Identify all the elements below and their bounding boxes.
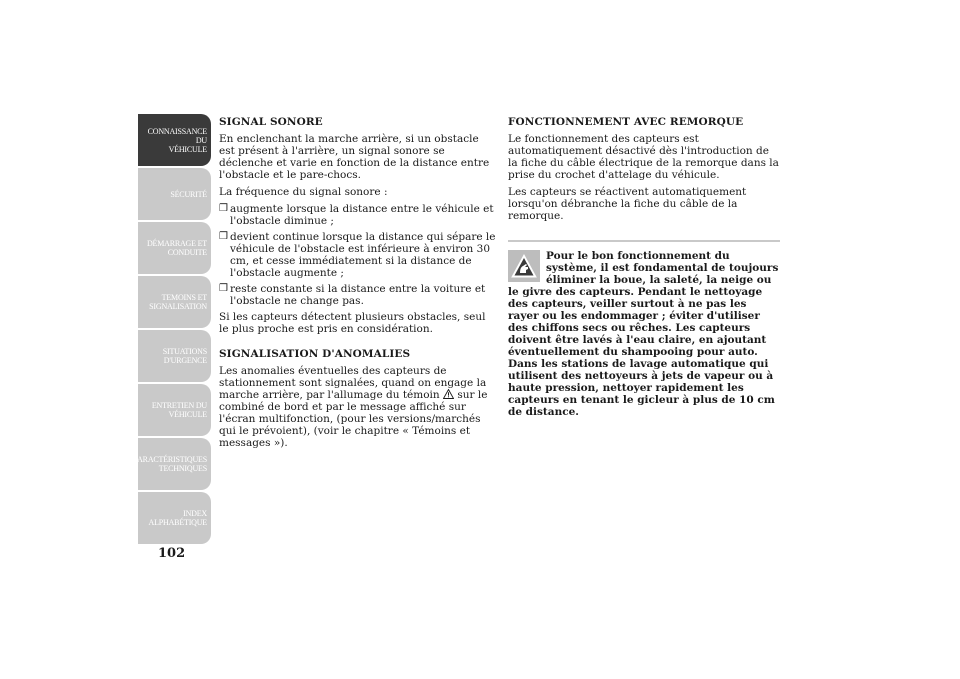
left-column bbox=[219, 116, 497, 454]
heading-signal-sonore: SIGNAL SONORE bbox=[219, 116, 323, 128]
list-item: ❒ augmente lorsque la distance entre le véhicule et l'obstacle diminue ; bbox=[219, 203, 494, 227]
tab-index-alphabetique[interactable]: INDEX ALPHABÉTIQUE bbox=[138, 492, 211, 544]
paragraph: La fréquence du signal sonore : bbox=[219, 186, 388, 198]
warning-text: Pour le bon fonctionnement du système, il est fondamental de toujours éliminer la boue, la saleté, la neige ou le givre des capteurs. Pendant le nettoyage des capteurs, veiller surtout à ne pas les rayer ou les endommager ; éviter d'utiliser des chiffons secs ou rêches. Les capteurs doivent être lavés à l'eau claire, en ajoutant éventuellement du shampooing pour auto. Dans les stations de lavage automatique qui utilisent des nettoyeurs à jets de vapeur ou à haute pression, nettoyer rapidement les capteurs en tenant le gicleur à plus de 10 cm de distance. bbox=[508, 250, 779, 418]
tab-securite[interactable]: SÉCURITÉ bbox=[138, 168, 211, 220]
tab-situations-d-urgence[interactable]: SITUATIONS D'URGENCE bbox=[138, 330, 211, 382]
tab-temoins-et-signalisation[interactable]: TEMOINS ET SIGNALISATION bbox=[138, 276, 211, 328]
paragraph: Les anomalies éventuelles des capteurs de stationnement sont signalées, quand on engage la marche arrière, par l'allumage du témoin sur le combiné de bord et par le message affiché sur l'écran multifonction, (pour les versions/marchés qui le prévoient), (voir le chapitre « Témoins et messages »). bbox=[219, 365, 488, 449]
paragraph: Les capteurs se réactivent automatiquement lorsqu'on débranche la fiche du câble de la remorque. bbox=[508, 186, 747, 222]
right-column bbox=[508, 116, 780, 418]
checkbox-bullet-icon: ❒ bbox=[219, 231, 228, 242]
paragraph: Si les capteurs détectent plusieurs obstacles, seul le plus proche est pris en considération. bbox=[219, 311, 486, 335]
heading-signalisation-anomalies: SIGNALISATION D'ANOMALIES bbox=[219, 348, 411, 360]
list-item: ❒ reste constante si la distance entre la voiture et l'obstacle ne change pas. bbox=[219, 283, 486, 307]
tab-connaissance-du-vehicule[interactable]: CONNAISSANCE DU VÉHICULE bbox=[138, 114, 211, 166]
paragraph: En enclenchant la marche arrière, si un obstacle est présent à l'arrière, un signal sonore se déclenche et varie en fonction de la distance entre l'obstacle et le pare-chocs. bbox=[219, 133, 490, 181]
warning-box bbox=[508, 240, 780, 418]
tab-entretien-du-vehicule[interactable]: ENTRETIEN DU VÉHICULE bbox=[138, 384, 211, 436]
list-item: ❒ devient continue lorsque la distance qui sépare le véhicule de l'obstacle est inférieure à environ 30 cm, et cesse immédiatement si la distance de l'obstacle augmente ; bbox=[219, 231, 496, 279]
heading-fonctionnement-remorque: FONCTIONNEMENT AVEC REMORQUE bbox=[508, 116, 744, 128]
tab-caracteristiques-techniques[interactable]: CARACTÉRISTIQUES TECHNIQUES bbox=[138, 438, 211, 490]
checkbox-bullet-icon: ❒ bbox=[219, 203, 228, 214]
tab-demarrage-et-conduite[interactable]: DÉMARRAGE ET CONDUITE bbox=[138, 222, 211, 274]
warning-triangle-icon bbox=[443, 389, 454, 399]
page-number: 102 bbox=[158, 546, 186, 561]
checkbox-bullet-icon: ❒ bbox=[219, 283, 228, 294]
warning-hand-icon bbox=[508, 250, 540, 282]
chapter-tabs bbox=[131, 114, 211, 546]
paragraph: Le fonctionnement des capteurs est automatiquement désactivé dès l'introduction de la fiche du câble électrique de la remorque dans la prise du crochet d'attelage du véhicule. bbox=[508, 133, 779, 181]
